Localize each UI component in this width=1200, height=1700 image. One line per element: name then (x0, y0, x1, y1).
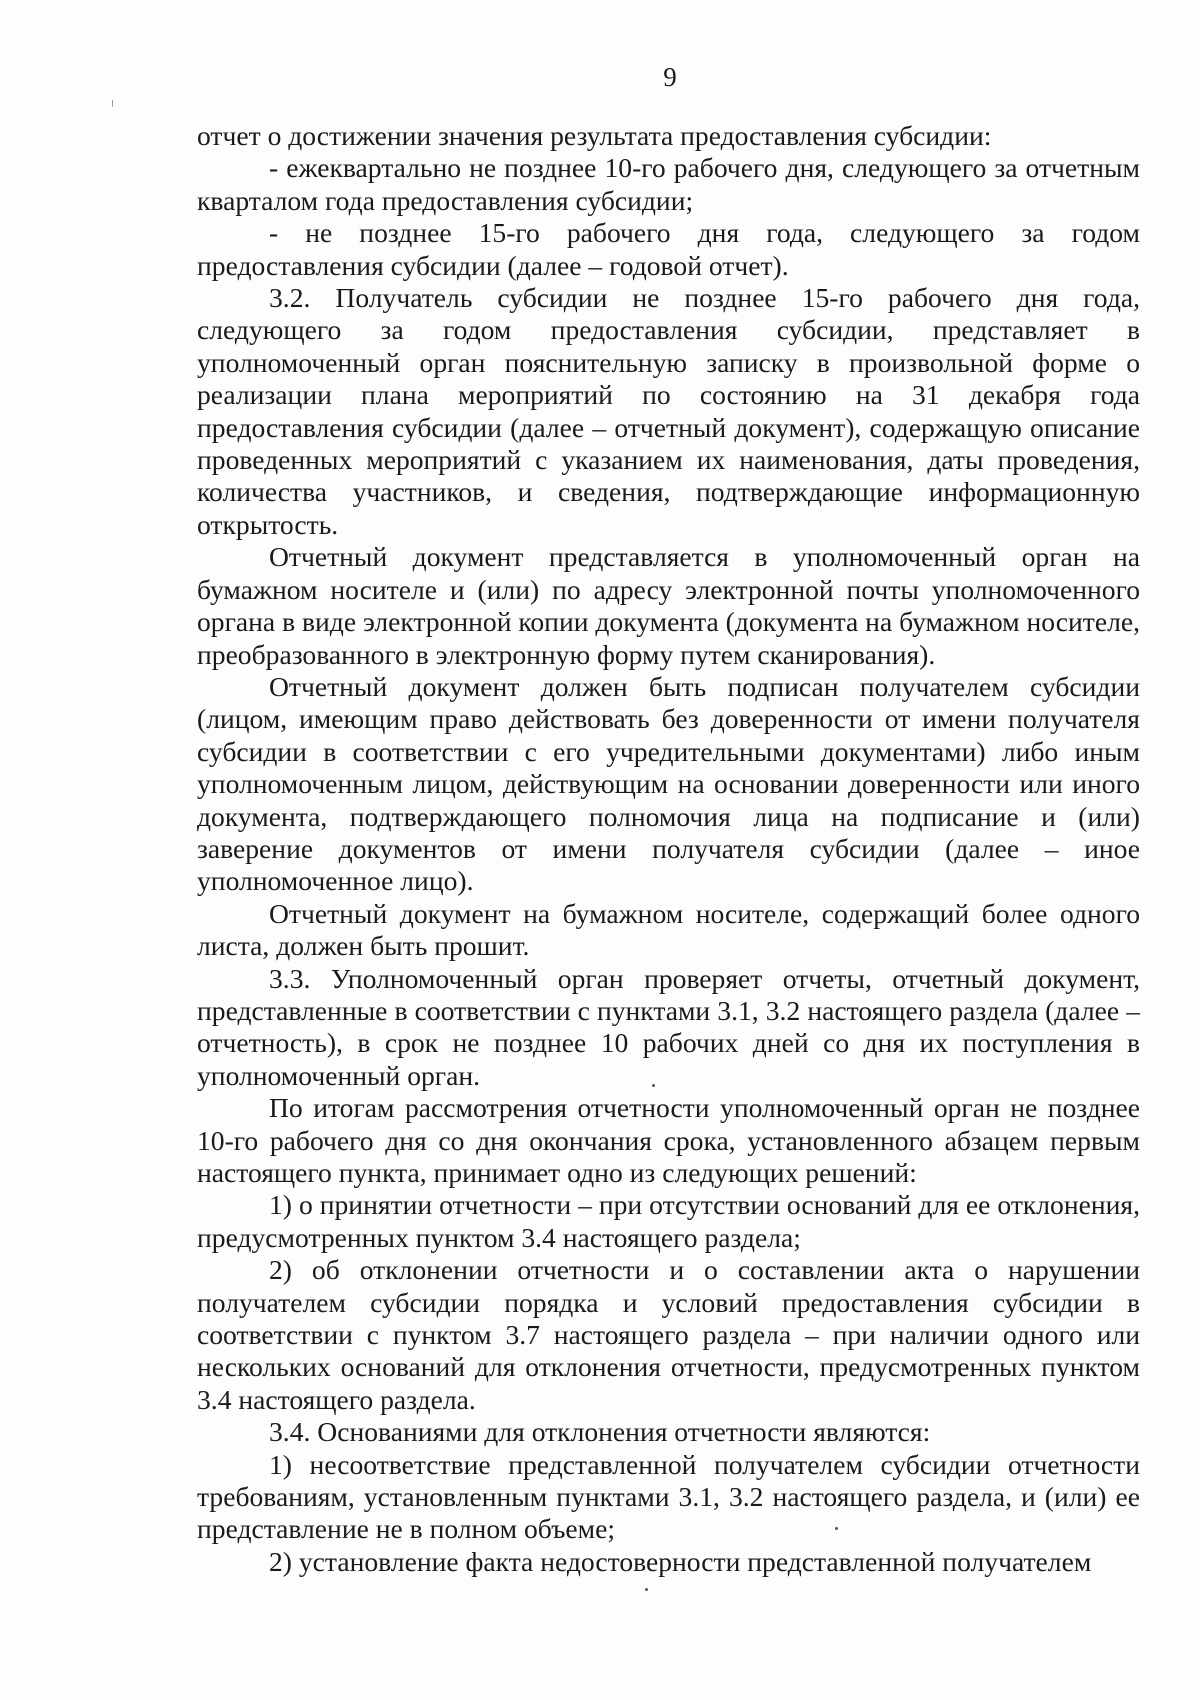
paragraph-2: - ежеквартально не позднее 10-го рабочего дня, следующего за отчетным кварталом года предоставления субсидии; (197, 152, 1140, 216)
paragraph-7: Отчетный документ на бумажном носителе, содержащий более одного листа, должен быть прошит. (197, 897, 1140, 962)
paragraph-10: 1) о принятии отчетности – при отсутствии оснований для ее отклонения, предусмотренных пунктом 3.4 настоящего раздела; (197, 1189, 1140, 1253)
document-body (197, 120, 1140, 1578)
scan-speck (652, 1084, 655, 1087)
paragraph-13: 1) несоответствие представленной получателем субсидии отчетности требованиям, установленным пунктами 3.1, 3.2 настоящего раздела, и (или) ее представление не в полном объеме; (197, 1448, 1140, 1545)
paragraph-3: - не позднее 15-го рабочего дня года, следующего за годом предоставления субсидии (далее – годовой отчет). (197, 217, 1140, 281)
scan-speck (645, 1588, 648, 1591)
paragraph-8: 3.3. Уполномоченный орган проверяет отчеты, отчетный документ, представленные в соответствии с пунктами 3.1, 3.2 настоящего раздела (далее – отчетность), в срок не позднее 10 рабочих дней со дня их поступления в уполномоченный орган. (197, 962, 1140, 1091)
scan-mark (112, 100, 113, 107)
scan-speck (835, 1527, 838, 1530)
paragraph-9: По итогам рассмотрения отчетности уполномоченный орган не позднее 10-го рабочего дня со дня окончания срока, установленного абзацем первым настоящего пункта, принимает одно из следующих решений: (197, 1092, 1140, 1188)
paragraph-5: Отчетный документ представляется в уполномоченный орган на бумажном носителе и (или) по адресу электронной почты уполномоченного органа в виде электронной копии документа (документа на бумажном носителе, преобразованного в электронную форму путем сканирования). (197, 541, 1140, 670)
paragraph-11: 2) об отклонении отчетности и о составлении акта о нарушении получателем субсидии порядка и условий предоставления субсидии в соответствии с пунктом 3.7 настоящего раздела – при наличии одного или нескольких оснований для отклонения отчетности, предусмотренных пунктом 3.4 настоящего раздела. (197, 1254, 1140, 1415)
paragraph-12: 3.4. Основаниями для отклонения отчетности являются: (269, 1416, 931, 1448)
paragraph-6: Отчетный документ должен быть подписан получателем субсидии (лицом, имеющим право действовать без доверенности от имени получателя субсидии в соответствии с его учредительными документами) либо иным уполномоченным лицом, действующим на основании доверенности или иного документа, подтверждающего полномочия лица на подписание и (или) заверение документов от имени получателя субсидии (далее – иное уполномоченное лицо). (197, 670, 1140, 897)
paragraph-1: отчет о достижении значения результата предоставления субсидии: (197, 120, 992, 151)
page-number: 9 (663, 62, 677, 92)
paragraph-4: 3.2. Получатель субсидии не позднее 15-го рабочего дня года, следующего за годом предоставления субсидии, представляет в уполномоченный орган пояснительную записку в произвольной форме о реализации плана мероприятий по состоянию на 31 декабря года предоставления субсидии (далее – отчетный документ), содержащую описание проведенных мероприятий с указанием их наименования, даты проведения, количества участников, и сведения, подтверждающие информационную открытость. (197, 282, 1140, 540)
paragraph-14: 2) установление факта недостоверности представленной получателем (269, 1545, 1092, 1577)
